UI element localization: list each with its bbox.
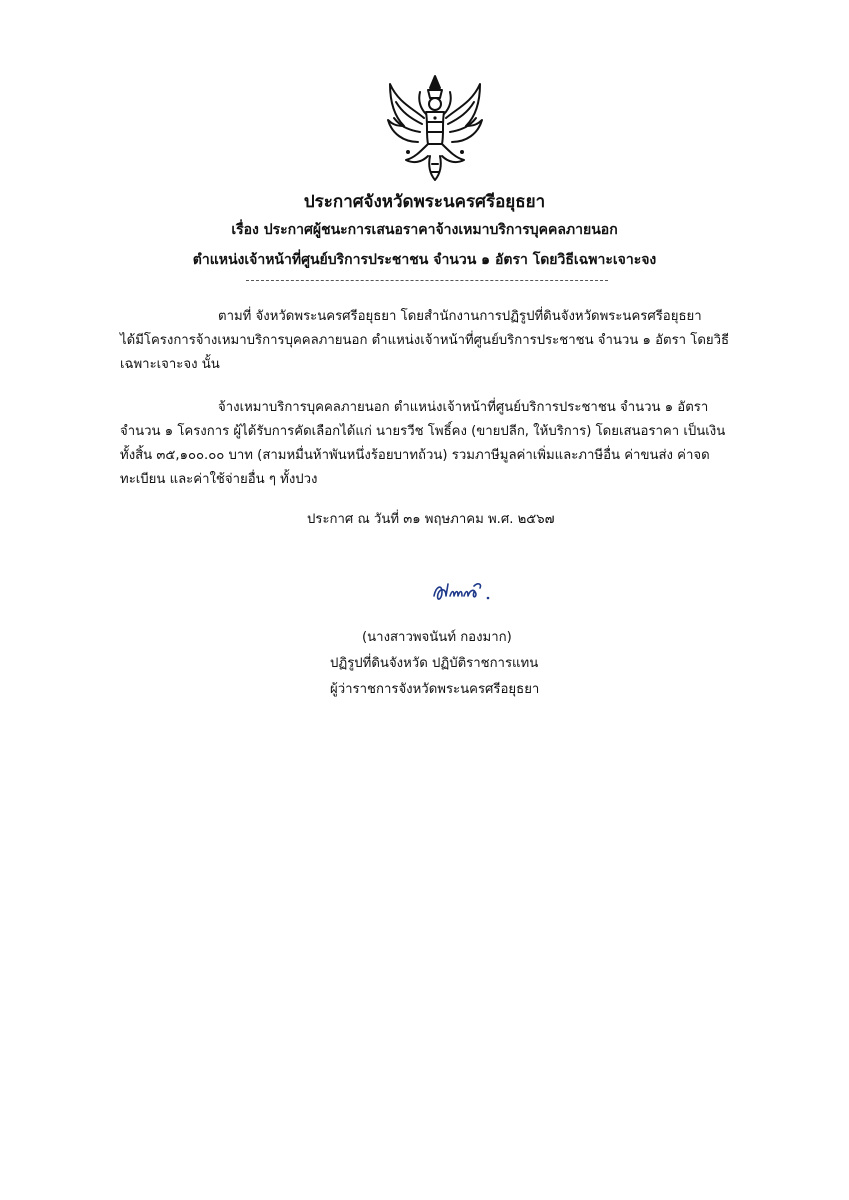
paragraph-1-line-1: ตามที่ จังหวัดพระนครศรีอยุธยา โดยสำนักงานการปฏิรูปที่ดินจังหวัดพระนครศรีอยุธยา (218, 309, 702, 324)
document-title: ประกาศจังหวัดพระนครศรีอยุธยา (303, 192, 546, 212)
paragraph-2-line-3: ทั้งสิ้น ๓๕,๑๐๐.๐๐ บาท (สามหมื่นห้าพันหนึ่งร้อยบาทถ้วน) รวมภาษีมูลค่าเพิ่มและภาษีอื่น ค่าขนส่ง ค่าจด (120, 448, 710, 463)
signatory-position-1: ปฏิรูปที่ดินจังหวัด ปฏิบัติราชการแทน (330, 656, 539, 671)
handwritten-signature (428, 578, 508, 608)
paragraph-2-line-4: ทะเบียน และค่าใช้จ่ายอื่น ๆ ทั้งปวง (120, 472, 318, 487)
garuda-emblem-icon (384, 72, 486, 184)
paragraph-2-line-2: จำนวน ๑ โครงการ ผู้ได้รับการคัดเลือกได้แก่ นายรวีช โพธิ์คง (ขายปลีก, ให้บริการ) โดยเสนอราคา เป็นเงิน (120, 424, 726, 439)
announce-date: ประกาศ ณ วันที่ ๓๑ พฤษภาคม พ.ศ. ๒๕๖๗ (307, 512, 555, 527)
signatory-position-2: ผู้ว่าราชการจังหวัดพระนครศรีอยุธยา (330, 682, 540, 697)
header-divider (246, 280, 608, 281)
document-subject-line2: ตำแหน่งเจ้าหน้าที่ศูนย์บริการประชาชน จำนวน ๑ อัตรา โดยวิธีเฉพาะเจาะจง (192, 252, 657, 268)
paragraph-1-line-3: เฉพาะเจาะจง นั้น (120, 357, 220, 372)
document-subject: เรื่อง ประกาศผู้ชนะการเสนอราคาจ้างเหมาบริการบุคคลภายนอก (231, 222, 618, 238)
paragraph-1-line-2: ได้มีโครงการจ้างเหมาบริการบุคคลภายนอก ตำแหน่งเจ้าหน้าที่ศูนย์บริการประชาชน จำนวน ๑ อัตรา โดยวิธี (120, 333, 730, 348)
paragraph-2-line-1: จ้างเหมาบริการบุคคลภายนอก ตำแหน่งเจ้าหน้าที่ศูนย์บริการประชาชน จำนวน ๑ อัตรา (218, 400, 709, 415)
signatory-name: (นางสาวพจนันท์ กองมาก) (362, 630, 512, 645)
